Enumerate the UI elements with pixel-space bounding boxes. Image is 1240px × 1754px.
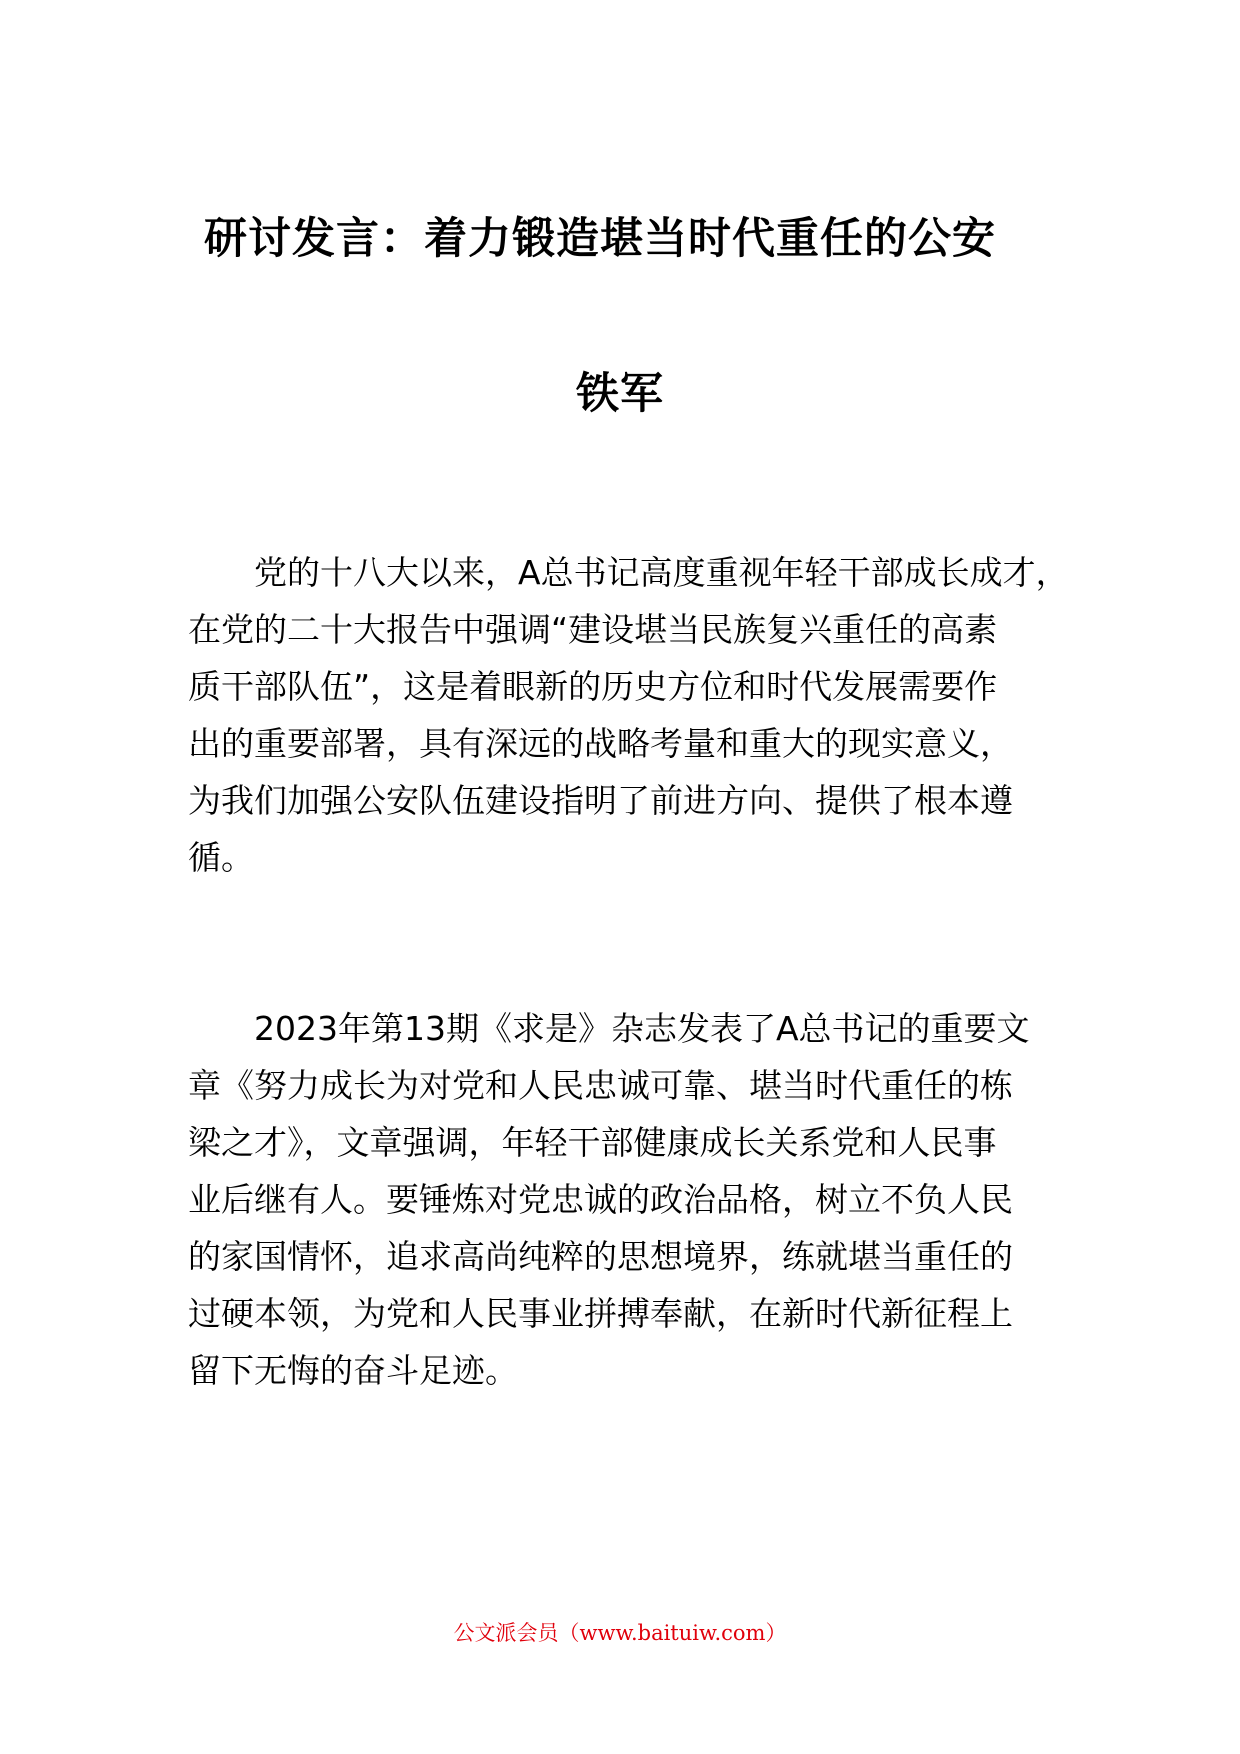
paragraph-2-line-4: 业后继有人。要锤炼对党忠诚的政治品格，树立不负人民 — [188, 1180, 1013, 1219]
paragraph-2-line-1: 2023年第13期《求是》杂志发表了A总书记的重要文 — [188, 1009, 1030, 1048]
paragraph-2-line-6: 过硬本领，为党和人民事业拼搏奉献，在新时代新征程上 — [188, 1294, 1013, 1333]
paragraph-1-line-2: 在党的二十大报告中强调“建设堪当民族复兴重任的高素 — [188, 610, 998, 649]
paragraph-1-line-3: 质干部队伍”，这是着眼新的历史方位和时代发展需要作 — [188, 667, 998, 706]
paragraph-2-line-5: 的家国情怀，追求高尚纯粹的思想境界，练就堪当重任的 — [188, 1237, 1013, 1276]
paragraph-1-line-6: 循。 — [188, 838, 254, 877]
paragraph-2-line-7: 留下无悔的奋斗足迹。 — [188, 1351, 518, 1390]
paragraph-2-line-2: 章《努力成长为对党和人民忠诚可靠、堪当时代重任的栋 — [188, 1066, 1013, 1105]
paragraph-1-line-5: 为我们加强公安队伍建设指明了前进方向、提供了根本遵 — [188, 781, 1013, 820]
document-title-line-1: 研讨发言：着力锻造堪当时代重任的公安 — [204, 214, 996, 264]
footer-watermark-link[interactable]: 公文派会员（www.baituiw.com） — [453, 1621, 787, 1645]
paragraph-1-line-1: 党的十八大以来，A总书记高度重视年轻干部成长成才， — [188, 553, 1069, 592]
paragraph-2-line-3: 梁之才》，文章强调，年轻干部健康成长关系党和人民事 — [188, 1123, 997, 1162]
document-title-line-2: 铁军 — [576, 369, 664, 419]
paragraph-1-line-4: 出的重要部署，具有深远的战略考量和重大的现实意义， — [188, 724, 1013, 763]
